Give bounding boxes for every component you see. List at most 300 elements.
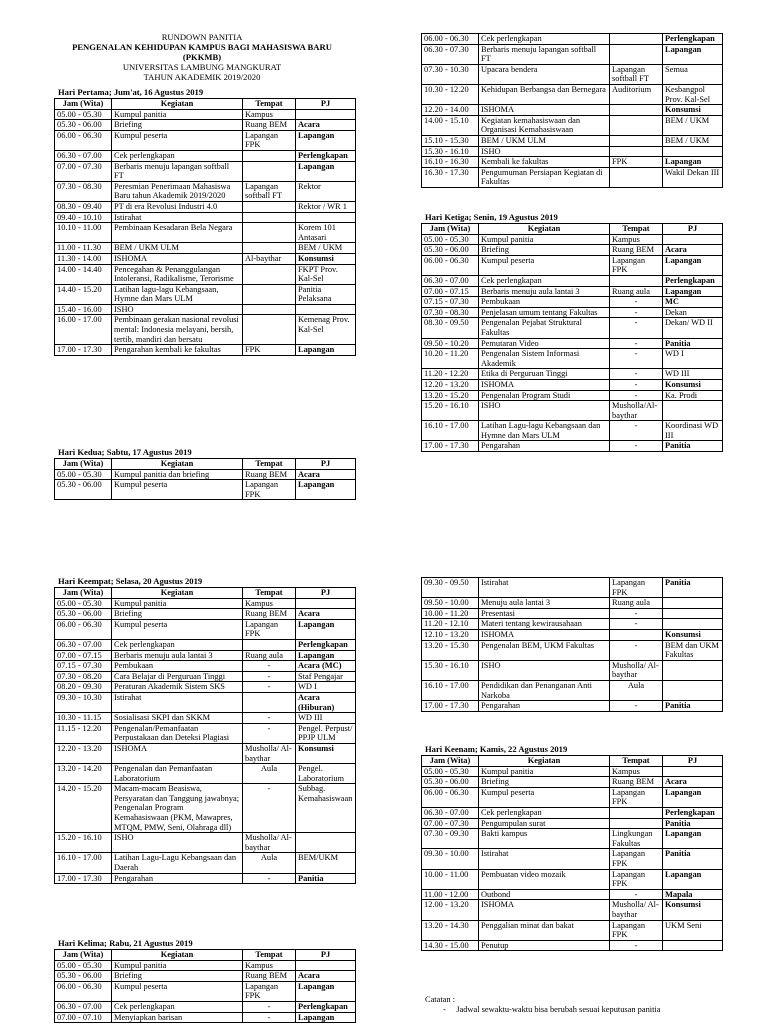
place-cell: Lapangan FPK xyxy=(610,869,663,889)
time-cell: 07.30 - 08.30 xyxy=(55,181,112,201)
place-cell: - xyxy=(610,338,663,349)
table-row xyxy=(55,181,356,201)
pj-cell: Panitia xyxy=(663,849,723,869)
table-row xyxy=(422,660,723,680)
place-cell: Lapangan FPK xyxy=(243,130,296,150)
pj-cell: WD I xyxy=(663,349,723,369)
pj-cell xyxy=(663,598,723,609)
activity-cell: Berbaris menuju aula lantai 3 xyxy=(112,650,243,661)
title-line-3: UNIVERSITAS LAMBUNG MANGKURAT xyxy=(122,62,282,72)
column-header: PJ xyxy=(296,588,356,599)
pj-cell: Acara xyxy=(296,971,356,982)
activity-cell: Latihan Lagu-lagu Kebangsaan dan Hymne dan Mars ULM xyxy=(479,421,610,441)
activity-cell: ISHO xyxy=(479,660,610,680)
place-cell: FPK xyxy=(243,345,296,356)
table-row xyxy=(422,245,723,256)
place-cell: - xyxy=(610,940,663,951)
table-header-row xyxy=(55,588,356,599)
day-heading: Hari Keempat; Selasa, 20 Agustus 2019 xyxy=(58,576,203,586)
table-row xyxy=(55,833,356,853)
place-cell xyxy=(243,223,296,243)
table-row xyxy=(55,671,356,682)
table-row xyxy=(422,307,723,318)
pj-cell: Lapangan xyxy=(296,161,356,181)
activity-cell: Penutup xyxy=(479,940,610,951)
table-row xyxy=(422,44,723,64)
activity-cell: Istirahat xyxy=(479,849,610,869)
place-cell: - xyxy=(610,640,663,660)
place-cell: Lapangan softball FT xyxy=(610,64,663,84)
place-cell: Kampus xyxy=(610,766,663,777)
pj-cell: Mapala xyxy=(663,889,723,900)
table-row xyxy=(422,889,723,900)
table-row xyxy=(55,1012,356,1023)
time-cell: 13.20 - 14.20 xyxy=(55,764,112,784)
place-cell: Lapangan FPK xyxy=(243,480,296,500)
activity-cell: ISHO xyxy=(112,833,243,853)
place-cell: Lapangan FPK xyxy=(610,578,663,598)
schedule-table xyxy=(54,98,356,356)
pj-cell xyxy=(663,766,723,777)
table-row xyxy=(422,135,723,146)
pj-cell xyxy=(663,234,723,245)
place-cell xyxy=(243,150,296,161)
pj-cell: Lapangan xyxy=(296,650,356,661)
place-cell xyxy=(610,105,663,116)
time-cell: 14.00 - 15.10 xyxy=(422,115,479,135)
table-header-row xyxy=(55,459,356,470)
activity-cell: ISHOMA xyxy=(112,743,243,763)
place-cell: Lapangan softball FT xyxy=(243,181,296,201)
activity-cell: Kumpul panitia dan briefing xyxy=(112,469,243,480)
table-row xyxy=(55,743,356,763)
place-cell: - xyxy=(610,318,663,338)
title-line-1: RUNDOWN PANITIA xyxy=(161,32,243,42)
table-row xyxy=(422,829,723,849)
place-cell: - xyxy=(610,297,663,308)
table-row xyxy=(422,297,723,308)
time-cell: 09.30 - 10.00 xyxy=(422,849,479,869)
activity-cell: Istirahat xyxy=(479,578,610,598)
table-row xyxy=(55,150,356,161)
pj-cell xyxy=(296,109,356,120)
pj-cell: Wakil Dekan III xyxy=(663,167,723,187)
pj-cell: BEM dan UKM Fakultas xyxy=(663,640,723,660)
time-cell: 07.00 - 07.30 xyxy=(422,818,479,829)
time-cell: 05.30 - 06.00 xyxy=(422,245,479,256)
table-row xyxy=(422,379,723,390)
time-cell: 15.20 - 16.10 xyxy=(422,401,479,421)
time-cell: 13.20 - 15.20 xyxy=(422,390,479,401)
table-row xyxy=(422,275,723,286)
time-cell: 15.10 - 15.30 xyxy=(422,135,479,146)
table-row xyxy=(55,109,356,120)
column-header: PJ xyxy=(663,756,723,767)
place-cell: - xyxy=(610,349,663,369)
time-cell: 06.30 - 07.00 xyxy=(55,639,112,650)
table-row xyxy=(55,764,356,784)
section-day-1 xyxy=(54,87,356,356)
column-header: PJ xyxy=(296,459,356,470)
time-cell: 16.00 - 17.00 xyxy=(55,315,112,345)
activity-cell: Istirahat xyxy=(112,212,243,223)
time-cell: 11.00 - 11.30 xyxy=(55,243,112,254)
table-header-row xyxy=(422,224,723,235)
time-cell: 17.00 - 17.30 xyxy=(55,873,112,884)
place-cell: - xyxy=(243,671,296,682)
column-header: PJ xyxy=(296,950,356,961)
activity-cell: ISHOMA xyxy=(479,900,610,920)
pj-cell: Koordinasi WD III xyxy=(663,421,723,441)
table-row xyxy=(422,849,723,869)
table-row xyxy=(55,650,356,661)
table-row xyxy=(422,338,723,349)
activity-cell: Pengenalan/Pemanfaatan Perpustakaan dan Deteksi Plagiasi xyxy=(112,723,243,743)
time-cell: 06.00 - 06.30 xyxy=(55,130,112,150)
place-cell xyxy=(243,212,296,223)
pj-cell: Konsumsi xyxy=(296,743,356,763)
activity-cell: PT di era Revolusi Industri 4.0 xyxy=(112,201,243,212)
pj-cell: Panitia xyxy=(663,338,723,349)
table-row xyxy=(422,115,723,135)
activity-cell: Pengenalan dan Pemanfaatan Laboratorium xyxy=(112,764,243,784)
place-cell: - xyxy=(610,889,663,900)
column-header: Jam (Wita) xyxy=(55,99,112,110)
activity-cell: BEM / UKM ULM xyxy=(479,135,610,146)
pj-cell: WD III xyxy=(296,713,356,724)
activity-cell: Kumpul peserta xyxy=(112,981,243,1001)
pj-cell: Lapangan xyxy=(663,869,723,889)
column-header: Tempat xyxy=(243,459,296,470)
time-cell: 09.50 - 10.00 xyxy=(422,598,479,609)
time-cell: 06.30 - 07.30 xyxy=(422,44,479,64)
place-cell: Lapangan FPK xyxy=(610,787,663,807)
table-row xyxy=(422,629,723,640)
section-day-4 xyxy=(54,576,356,884)
table-row xyxy=(55,598,356,609)
section-day-5 xyxy=(54,938,356,1023)
pj-cell: Lapangan xyxy=(296,130,356,150)
pj-cell: Acara xyxy=(296,609,356,620)
place-cell xyxy=(610,167,663,187)
table-row xyxy=(55,713,356,724)
table-row xyxy=(422,146,723,157)
time-cell: 10.00 - 11.00 xyxy=(422,869,479,889)
activity-cell: Berbaris menuju aula lantai 3 xyxy=(479,286,610,297)
table-row xyxy=(422,234,723,245)
activity-cell: Pemutaran Video xyxy=(479,338,610,349)
table-row xyxy=(422,818,723,829)
place-cell xyxy=(243,304,296,315)
time-cell: 09.30 - 09.50 xyxy=(422,578,479,598)
pj-cell: Konsumsi xyxy=(296,253,356,264)
activity-cell: Pengenalan Program Studi xyxy=(479,390,610,401)
time-cell: 05.00 - 05.30 xyxy=(55,598,112,609)
pj-cell: Perlengkapan xyxy=(663,807,723,818)
pj-cell: MC xyxy=(663,297,723,308)
activity-cell: Kumpul panitia xyxy=(479,234,610,245)
table-row xyxy=(55,284,356,304)
pj-cell: Pengel. Perpust/ PPJP ULM xyxy=(296,723,356,743)
activity-cell: Bakti kampus xyxy=(479,829,610,849)
pj-cell xyxy=(663,940,723,951)
title-line-2: PENGENALAN KEHIDUPAN KAMPUS BAGI MAHASISWA BARU (PKKMB) xyxy=(72,42,332,62)
pj-cell: BEM / UKM xyxy=(663,135,723,146)
activity-cell: BEM / UKM ULM xyxy=(112,243,243,254)
time-cell: 05.30 - 06.00 xyxy=(55,609,112,620)
table-row xyxy=(422,286,723,297)
activity-cell: Pengenalan BEM, UKM Fakultas xyxy=(479,640,610,660)
time-cell: 16.10 - 17.00 xyxy=(422,421,479,441)
time-cell: 05.30 - 06.00 xyxy=(422,777,479,788)
column-header: Tempat xyxy=(610,224,663,235)
time-cell: 12.10 - 13.20 xyxy=(422,629,479,640)
column-header: Tempat xyxy=(610,756,663,767)
table-header-row xyxy=(422,756,723,767)
pj-cell: Perlengkapan xyxy=(663,34,723,45)
notes-item: - Jadwal sewaktu-waktu bisa berubah sesuai keputusan panitia xyxy=(443,1005,661,1014)
time-cell: 12.00 - 13.20 xyxy=(422,900,479,920)
place-cell: Kampus xyxy=(610,234,663,245)
pj-cell xyxy=(663,401,723,421)
pj-cell xyxy=(663,660,723,680)
time-cell: 16.10 - 17.00 xyxy=(422,680,479,700)
place-cell xyxy=(243,161,296,181)
table-row xyxy=(55,981,356,1001)
pj-cell xyxy=(663,619,723,630)
column-header: Tempat xyxy=(243,99,296,110)
activity-cell: Briefing xyxy=(112,971,243,982)
pj-cell: Acara xyxy=(296,469,356,480)
title-line-4: TAHUN AKADEMIK 2019/2020 xyxy=(143,72,261,82)
table-row xyxy=(55,682,356,693)
place-cell: Ruang aula xyxy=(610,286,663,297)
pj-cell: WD I xyxy=(296,682,356,693)
time-cell: 08.30 - 09.40 xyxy=(55,201,112,212)
place-cell: Lapangan FPK xyxy=(610,849,663,869)
time-cell: 13.20 - 14.30 xyxy=(422,920,479,940)
schedule-table xyxy=(54,458,356,500)
table-row xyxy=(422,441,723,452)
place-cell: Musholla/ Al-baythar xyxy=(243,743,296,763)
place-cell xyxy=(610,146,663,157)
table-row xyxy=(55,873,356,884)
table-row xyxy=(422,787,723,807)
place-cell xyxy=(243,264,296,284)
time-cell: 15.30 - 16.10 xyxy=(422,660,479,680)
time-cell: 05.00 - 05.30 xyxy=(55,469,112,480)
schedule-table xyxy=(421,33,723,188)
time-cell: 15.40 - 16.00 xyxy=(55,304,112,315)
pj-cell: BEM / UKM xyxy=(663,115,723,135)
place-cell xyxy=(610,135,663,146)
time-cell: 11.15 - 12.20 xyxy=(55,723,112,743)
pj-cell: Konsumsi xyxy=(663,105,723,116)
activity-cell: Upacara bendera xyxy=(479,64,610,84)
place-cell: Kampus xyxy=(243,109,296,120)
activity-cell: ISHOMA xyxy=(479,379,610,390)
table-row xyxy=(422,766,723,777)
place-cell xyxy=(243,315,296,345)
pj-cell: Lapangan xyxy=(296,981,356,1001)
schedule-table xyxy=(421,223,723,452)
table-row xyxy=(55,639,356,650)
activity-cell: Outbond xyxy=(479,889,610,900)
table-row xyxy=(422,349,723,369)
pj-cell: BEM / UKM xyxy=(296,243,356,254)
time-cell: 09.30 - 10.30 xyxy=(55,692,112,712)
table-row xyxy=(55,1001,356,1012)
place-cell: Ruang BEM xyxy=(610,245,663,256)
time-cell: 07.30 - 08.30 xyxy=(422,307,479,318)
pj-cell: Lapangan xyxy=(296,619,356,639)
activity-cell: Briefing xyxy=(112,609,243,620)
table-row xyxy=(55,469,356,480)
place-cell: - xyxy=(610,421,663,441)
time-cell: 16.10 - 17.00 xyxy=(55,853,112,873)
activity-cell: Kumpul panitia xyxy=(112,598,243,609)
place-cell: Ruang BEM xyxy=(243,971,296,982)
pj-cell: Staf Pengajar xyxy=(296,671,356,682)
activity-cell: Pengarahan xyxy=(479,441,610,452)
pj-cell: Acara xyxy=(663,245,723,256)
pj-cell: Semua xyxy=(663,64,723,84)
day-heading: Hari Kelima; Rabu, 21 Agustus 2019 xyxy=(58,938,193,948)
pj-cell: Kesbangpol Prov. Kal-Sel xyxy=(663,84,723,104)
activity-cell: Penjelasan umum tentang Fakultas xyxy=(479,307,610,318)
time-cell: 07.30 - 10.30 xyxy=(422,64,479,84)
activity-cell: Pengenalan Pejabat Struktural Fakultas xyxy=(479,318,610,338)
column-header: Kegiatan xyxy=(112,588,243,599)
activity-cell: Kumpul panitia xyxy=(112,960,243,971)
table-row xyxy=(55,253,356,264)
section-day-5-continued xyxy=(421,577,723,712)
pj-cell: Perlengkapan xyxy=(296,639,356,650)
table-row xyxy=(422,390,723,401)
table-row xyxy=(422,619,723,630)
place-cell: Ruang BEM xyxy=(610,777,663,788)
place-cell: Auditorium xyxy=(610,84,663,104)
pj-cell: Perlengkapan xyxy=(296,150,356,161)
notes xyxy=(425,995,755,1015)
table-row xyxy=(55,480,356,500)
time-cell: 07.00 - 07.15 xyxy=(55,650,112,661)
place-cell xyxy=(610,818,663,829)
time-cell: 12.20 - 13.20 xyxy=(422,379,479,390)
column-header: Kegiatan xyxy=(479,224,610,235)
place-cell: Lapangan FPK xyxy=(243,981,296,1001)
pj-cell: Kemenag Prov. Kal-Sel xyxy=(296,315,356,345)
time-cell: 06.00 - 06.30 xyxy=(422,787,479,807)
table-row xyxy=(55,120,356,131)
pj-cell: Konsumsi xyxy=(663,900,723,920)
place-cell: Ruang BEM xyxy=(243,120,296,131)
activity-cell: Sosialisasi SKPI dan SKKM xyxy=(112,713,243,724)
time-cell: 07.30 - 08.20 xyxy=(55,671,112,682)
day-heading: Hari Pertama; Jum'at, 16 Agustus 2019 xyxy=(58,87,204,97)
column-header: Kegiatan xyxy=(112,950,243,961)
place-cell xyxy=(243,639,296,650)
pj-cell: Acara (MC) xyxy=(296,661,356,672)
column-header: Jam (Wita) xyxy=(422,224,479,235)
pj-cell xyxy=(663,608,723,619)
activity-cell: Pengarahan kembali ke fakultas xyxy=(112,345,243,356)
time-cell: 15.30 - 16.10 xyxy=(422,146,479,157)
table-row xyxy=(55,692,356,712)
place-cell xyxy=(610,807,663,818)
table-row xyxy=(422,777,723,788)
pj-cell: Panitia Pelaksana xyxy=(296,284,356,304)
place-cell xyxy=(610,34,663,45)
table-row xyxy=(422,701,723,712)
day-heading: Hari Kedua; Sabtu, 17 Agustus 2019 xyxy=(58,447,192,457)
pj-cell: Lapangan xyxy=(663,157,723,168)
time-cell: 06.00 - 06.30 xyxy=(422,255,479,275)
table-row xyxy=(55,201,356,212)
place-cell: Ruang aula xyxy=(610,598,663,609)
activity-cell: ISHO xyxy=(479,146,610,157)
table-row xyxy=(422,105,723,116)
place-cell: - xyxy=(243,873,296,884)
table-row xyxy=(55,161,356,181)
pj-cell: Panitia xyxy=(663,701,723,712)
table-row xyxy=(422,318,723,338)
time-cell: 05.30 - 06.00 xyxy=(55,120,112,131)
pj-cell xyxy=(296,212,356,223)
document-title xyxy=(54,32,350,82)
pj-cell: Lapangan xyxy=(296,480,356,500)
pj-cell: Pengel. Laboratorium xyxy=(296,764,356,784)
notes-label: Catatan : xyxy=(425,995,455,1004)
table-row xyxy=(55,243,356,254)
pj-cell: Dekan xyxy=(663,307,723,318)
table-row xyxy=(422,84,723,104)
pj-cell: Acara xyxy=(296,120,356,131)
activity-cell: Berbaris menuju lapangan softball FT xyxy=(112,161,243,181)
column-header: Kegiatan xyxy=(112,99,243,110)
time-cell: 10.20 - 11.20 xyxy=(422,349,479,369)
pj-cell: UKM Seni xyxy=(663,920,723,940)
activity-cell: Kegiatan kemahasiswaan dan Organisasi Kemahasiswaan xyxy=(479,115,610,135)
day-heading: Hari Ketiga; Senin, 19 Agustus 2019 xyxy=(425,212,558,222)
activity-cell: Materi tentang kewirausahaan xyxy=(479,619,610,630)
schedule-table xyxy=(54,587,356,884)
activity-cell: Macam-macam Beasiswa, Persyaratan dan Tanggung jawabnya; Pengenalan Program Kemahasiswaan (PKM, Mawapres, MTQM, PMW, Seni, Olahraga dll) xyxy=(112,784,243,833)
table-row xyxy=(422,401,723,421)
place-cell: - xyxy=(610,608,663,619)
place-cell: Lapangan FPK xyxy=(610,920,663,940)
activity-cell: Latihan Lagu-Lagu Kebangsaan dan Daerah xyxy=(112,853,243,873)
activity-cell: Pembukaan xyxy=(112,661,243,672)
place-cell: Musholla/ Al-baythar xyxy=(610,900,663,920)
table-row xyxy=(55,130,356,150)
table-row xyxy=(422,807,723,818)
place-cell xyxy=(243,692,296,712)
table-row xyxy=(55,853,356,873)
activity-cell: Pengumpulan surat xyxy=(479,818,610,829)
pj-cell: Rektor xyxy=(296,181,356,201)
time-cell: 05.00 - 05.30 xyxy=(55,960,112,971)
time-cell: 07.00 - 07.15 xyxy=(422,286,479,297)
time-cell: 06.00 - 06.30 xyxy=(55,619,112,639)
activity-cell: Pembuatan video mozaik xyxy=(479,869,610,889)
activity-cell: Cek perlengkapan xyxy=(479,807,610,818)
column-header: Tempat xyxy=(243,950,296,961)
activity-cell: ISHOMA xyxy=(112,253,243,264)
time-cell: 16.10 - 16.30 xyxy=(422,157,479,168)
activity-cell: Pengumuman Persiapan Kegiatan di Fakultas xyxy=(479,167,610,187)
activity-cell: Latihan lagu-lagu Kebangsaan, Hymne dan Mars ULM xyxy=(112,284,243,304)
